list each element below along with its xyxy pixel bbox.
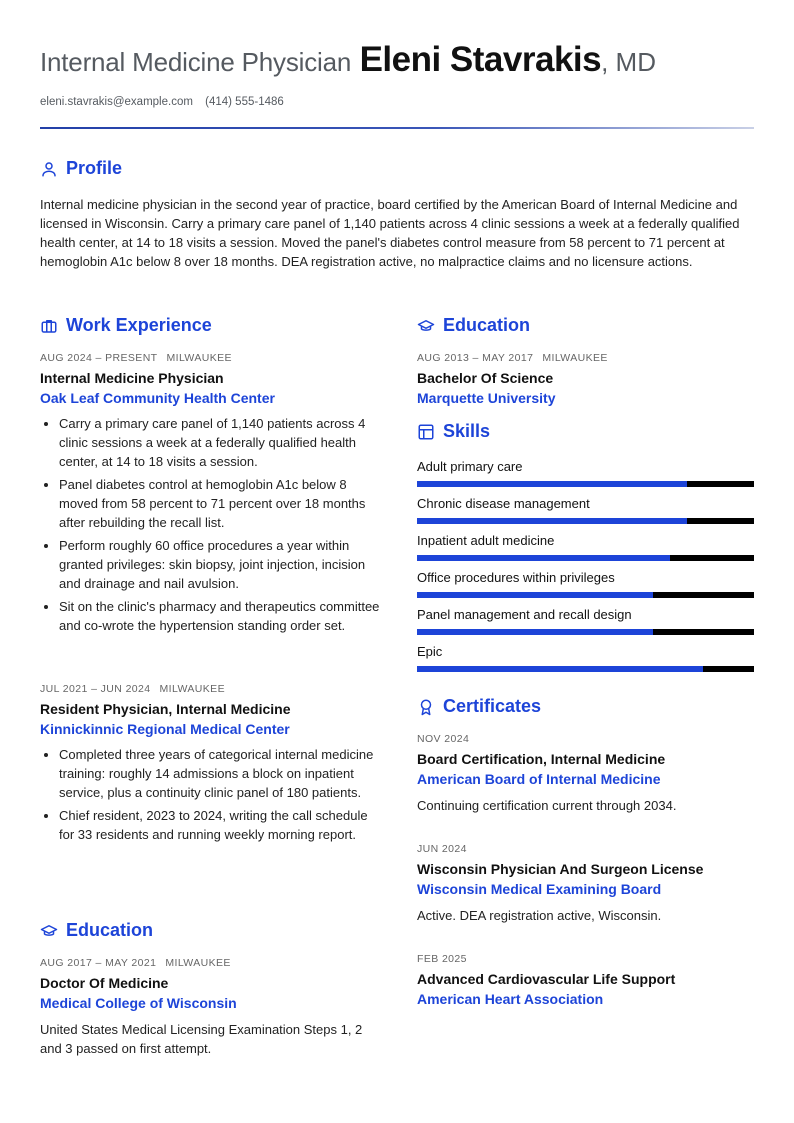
education-heading: Education: [443, 315, 531, 335]
briefcase-icon: [40, 317, 58, 335]
job-entry: [40, 352, 380, 639]
education-location: MILWAUKEE: [542, 352, 608, 364]
skill-name: Chronic disease management: [417, 496, 590, 511]
skill-level-track: [417, 481, 754, 487]
certificate-note: Active. DEA registration active, Wisconsin.: [417, 908, 662, 923]
education-meta: [417, 352, 754, 364]
education-heading: Education: [66, 920, 154, 940]
education-entry: [417, 352, 754, 406]
skills-section-title: [417, 421, 490, 442]
skill-level-fill: [417, 629, 653, 635]
skill-name: Panel management and recall design: [417, 607, 632, 622]
job-bullet: • Completed three years of categorical internal medicine training: roughly 14 admissions a block on inpatient service, plus a continuity clinic panel of 180 patients.: [59, 745, 380, 802]
job-meta: [40, 352, 380, 364]
skill-name: Epic: [417, 644, 443, 659]
job-dates: AUG 2024 – PRESENT: [40, 352, 158, 364]
job-org: Oak Leaf Community Health Center: [40, 390, 275, 406]
skill-item: [417, 570, 754, 598]
certificate-name: Advanced Cardiovascular Life Support: [417, 971, 676, 987]
layout-grid-icon: [417, 423, 435, 441]
certificate-name: Board Certification, Internal Medicine: [417, 751, 666, 767]
education-school: Medical College of Wisconsin: [40, 995, 237, 1011]
graduation-cap-icon: [417, 317, 435, 335]
education-entry: [40, 957, 380, 1058]
skill-name: Inpatient adult medicine: [417, 533, 555, 548]
skill-level-fill: [417, 555, 670, 561]
education-dates: AUG 2017 – MAY 2021: [40, 957, 157, 969]
education-section-title: [40, 920, 153, 941]
certificate-issuer: American Heart Association: [417, 991, 604, 1007]
email-text: eleni.stavrakis@example.com: [40, 96, 193, 108]
profile-heading: Profile: [66, 158, 123, 178]
job-bullet: • Panel diabetes control at hemoglobin A1c below 8 moved from 58 percent to 71 percent over 18 months after rebuilding the recall list.: [59, 475, 380, 532]
skill-level-track: [417, 555, 754, 561]
candidate-name: Eleni Stavrakis: [359, 40, 602, 79]
education-degree: Doctor Of Medicine: [40, 975, 169, 991]
skill-level-track: [417, 592, 754, 598]
contact-line: [40, 96, 284, 108]
job-location: MILWAUKEE: [166, 352, 232, 364]
skill-level-fill: [417, 518, 687, 524]
header-divider: [40, 127, 754, 129]
job-location: MILWAUKEE: [159, 683, 225, 695]
job-title: Internal Medicine Physician: [40, 47, 352, 77]
job-dates: JUL 2021 – JUN 2024: [40, 683, 151, 695]
skill-level-track: [417, 629, 754, 635]
job-bullet: • Perform roughly 60 office procedures a year within granted privileges: skin biopsy, joint injection, incision and drainage and nail avulsion.: [59, 536, 380, 593]
certificate-entry: [417, 843, 754, 925]
job-bullet: • Chief resident, 2023 to 2024, writing the call schedule for 33 residents and running weekly morning report.: [59, 806, 380, 844]
person-icon: [40, 160, 58, 178]
skill-level-track: [417, 518, 754, 524]
skill-item: [417, 607, 754, 635]
education-dates: AUG 2013 – MAY 2017: [417, 352, 534, 364]
work-heading: Work Experience: [66, 315, 212, 335]
certificates-section-title: [417, 696, 541, 717]
education-section-title: [417, 315, 530, 336]
education-meta: [40, 957, 380, 969]
graduation-cap-icon: [40, 922, 58, 940]
certificate-entry: [417, 953, 754, 1007]
certificate-issuer: American Board of Internal Medicine: [417, 771, 661, 787]
skill-level-track: [417, 666, 754, 672]
skill-level-fill: [417, 592, 653, 598]
job-bullet: • Carry a primary care panel of 1,140 patients across 4 clinic sessions a week at a federally qualified health center, at 14 to 18 visits a session.: [59, 414, 380, 471]
education-degree: Bachelor Of Science: [417, 370, 554, 386]
education-location: MILWAUKEE: [165, 957, 231, 969]
skill-item: [417, 459, 754, 487]
resume-header: [40, 40, 754, 80]
job-entry: [40, 683, 380, 848]
award-ribbon-icon: [417, 698, 435, 716]
name-suffix: , MD: [601, 47, 656, 77]
certificate-date: NOV 2024: [417, 733, 470, 745]
profile-section-title: [40, 158, 122, 179]
certificate-name: Wisconsin Physician And Surgeon License: [417, 861, 704, 877]
certificate-note: Continuing certification current through 2034.: [417, 798, 677, 813]
skills-heading: Skills: [443, 421, 491, 441]
certificates-heading: Certificates: [443, 696, 542, 716]
skill-level-fill: [417, 481, 687, 487]
job-role: Resident Physician, Internal Medicine: [40, 701, 291, 717]
skills-list: [417, 459, 754, 679]
job-role: Internal Medicine Physician: [40, 370, 224, 386]
certificate-entry: [417, 733, 754, 815]
certificate-issuer: Wisconsin Medical Examining Board: [417, 881, 662, 897]
skill-name: Adult primary care: [417, 459, 523, 474]
work-section-title: [40, 315, 212, 336]
skill-item: [417, 496, 754, 524]
skill-name: Office procedures within privileges: [417, 570, 615, 585]
skill-level-fill: [417, 666, 703, 672]
job-bullet: • Sit on the clinic's pharmacy and therapeutics committee and co-wrote the hypertension standing order set.: [59, 597, 380, 635]
certificate-date: JUN 2024: [417, 843, 467, 855]
education-note: United States Medical Licensing Examination Steps 1, 2 and 3 passed on first attempt.: [40, 1022, 363, 1056]
job-org: Kinnickinnic Regional Medical Center: [40, 721, 290, 737]
skill-item: [417, 644, 754, 672]
certificate-date: FEB 2025: [417, 953, 467, 965]
profile-summary: Internal medicine physician in the second year of practice, board certified by the American Board of Internal Medicine and licensed in Wisconsin. Carry a primary care panel of 1,140 patients across 4 clinic sessions a week at a federally qualified health center, at 14 to 18 visits a session. Moved the panel's diabetes control measure from 58 percent to 71 percent at hemoglobin A1c below 8 over 18 months. DEA registration active, no malpractice claims and no licensure actions.: [40, 197, 740, 269]
job-bullets: [40, 745, 380, 844]
skill-item: [417, 533, 754, 561]
job-meta: [40, 683, 380, 695]
education-school: Marquette University: [417, 390, 556, 406]
phone-text: (414) 555-1486: [205, 96, 284, 108]
job-bullets: [40, 414, 380, 635]
